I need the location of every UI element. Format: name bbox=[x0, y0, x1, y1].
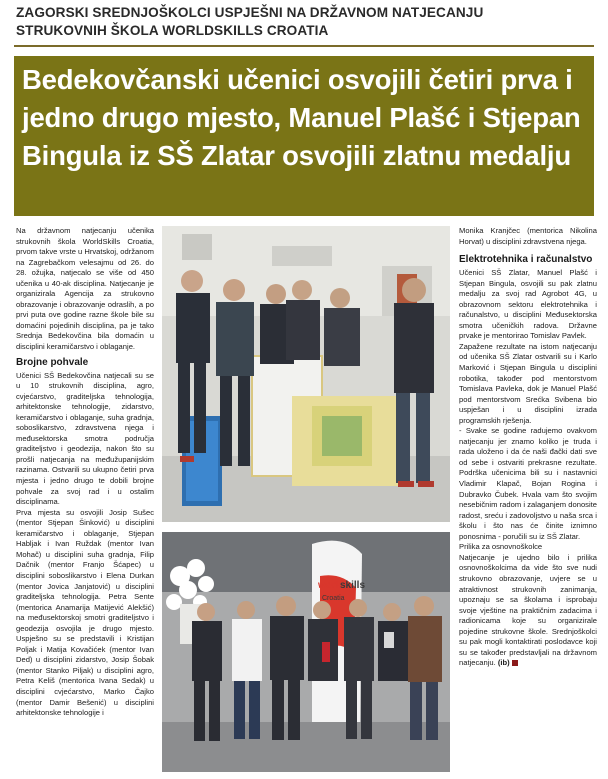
signature: (ib) bbox=[497, 658, 510, 668]
right-paragraph-2: Zapažene rezultate na istom natjecanju od učenika SŠ Zlatar ostvarili su i Karlo Marković i Stjepan Bingula u disciplini robotika, također pod mentorstvom Tomislava Pavleka, dok je Manuel Plašć pod mentorstvom Srećka Svibena bio uspješan i u disciplini izrada programskih rješenja. bbox=[459, 341, 597, 425]
banner-word-croatia: Croatia bbox=[322, 595, 345, 602]
right-paragraph-1: Učenici SŠ Zlatar, Manuel Plašć i Stjepan Bingula, osvojili su pak zlatnu medalju za svoj rad Agrobot 4G, u obrazovnom sektoru elektrotehnika i računalstvo, u disciplini Međusektorska smotra učeničkih radova. Državne prvake je mentorirao Tomislav Pavlek. bbox=[459, 268, 597, 341]
right-paragraph-5 bbox=[459, 553, 597, 669]
subhead-brojne-pohvale: Brojne pohvale bbox=[16, 356, 89, 368]
photo-group-worldskills bbox=[162, 532, 450, 772]
photo-1-illustration bbox=[162, 226, 450, 522]
right-paragraph-3: - Svake se godine radujemo ovakvom natjecanju jer znamo koliko je truda i rada uloženo i da će naši đački dati sve od sebe i ostvariti prekrasne rezultate. Podrška učenicima bili su i nastavnici Vladimir Klapač, Bojan Rogina i Dubravko Čubek. Hvala vam što svojim nesebičnim radom i zalaganjem donosite radost, sreću i zadovoljstvo u naša srca i školu i što nas će činite iznimno ponosnima - poručili su iz SŠ Zlatar. bbox=[459, 426, 597, 541]
kicker-headline: ZAGORSKI SREDNJOŠKOLCI USPJEŠNI NA DRŽAVNOM NATJECANJU STRUKOVNIH ŠKOLA WORLDSKILLS CROATIA bbox=[16, 5, 484, 38]
end-mark bbox=[512, 660, 518, 666]
main-headline: Bedekovčanski učenici osvojili četiri prva i jedno drugo mjesto, Manuel Plašć i Stjepan Bingula iz SŠ Zlatar osvojili zlatnu medalju bbox=[22, 64, 581, 171]
right-paragraph-4: Prilika za osnovnoškolce bbox=[459, 542, 543, 552]
left-paragraph-2: Prva mjesta su osvojili Josip Sušec (mentor Stjepan Šinković) u disciplini keramičarstvo i oblaganje, Stjepan Habljak i Ivan Ruždak (mentor Ivan Mohač) u disciplini suha gradnja, Filip Dačnik (mentor Franjo Šćapec) u disciplini soboslikarstvo i Elena Durkan (mentor Jovica Janjatović) u disciplini graditeljska tehnologija. Petra Sente (mentorica Anamarija Matijević Alekšić) na međusektorskoj smotri graditeljstvo i geodezija osvojila je drugo mjesto. Uspješno su se predstavili i Kristijan Poljak i Matija Kovačićek (mentor Ivan Ded) u disciplini zidarstvo, Josip Šobak (mentor Stanko Piljak) u disciplini agro, Petra Keliš (mentorica Ivana Sedak) u disciplini cvjećarstvo, Marko Čajko (mentor Damir Bešenić) u disciplini arhitektonske tehnologije i bbox=[16, 507, 154, 718]
right-column bbox=[459, 226, 597, 669]
kicker-divider bbox=[14, 45, 594, 47]
left-paragraph-1: Učenici SŠ Bedekovčina natjecali su se u 10 strukovnih disciplina, agro, cvjećarstvo, graditeljska tehnologija, arhitektonske tehnologije, zidarstvo, keramičarstvo i oblaganje, suha gradnja, soboslikarstvo, zdravstvena njega i međusektorska smotra područja graditeljstvo i geodezija, nakon što su prošli natjecanja na međužupanijskim razinama. Ostvarili su ukupno četiri prva mjesta i jedno drugo te dobili brojne pohvale za svoj rad i u ostalim disciplinama. bbox=[16, 370, 154, 507]
left-column bbox=[16, 226, 154, 719]
photo-2-illustration bbox=[162, 532, 450, 772]
banner-word-world: world bbox=[318, 580, 345, 591]
headline-banner bbox=[14, 56, 594, 216]
photo-competition-students bbox=[162, 226, 450, 522]
right-paragraph-5-text: Natjecanje je ujedno bilo i prilika osnovnoškolcima da vide što sve nudi strukovno obrazovanje, uvjere se u atraktivnost strukovnih zanimanja, upoznaju se sa školama i isprobaju svoje vještine na praktičnim zadacima i radionicama koje su organizirale pojedine strukovne škole. Srednjoškolci su pak mogli kontaktirati poslodavce koji su se također predstavljali na državnom natjecanju. bbox=[459, 552, 597, 668]
right-paragraph-0: Monika Kranjčec (mentorica Nikolina Horvat) u disciplini zdravstvena njega. bbox=[459, 226, 597, 246]
banner-word-skills: skills bbox=[340, 580, 366, 591]
subhead-elektrotehnika: Elektrotehnika i računalstvo bbox=[459, 254, 593, 266]
intro-paragraph: Na državnom natjecanju učenika strukovnih škola WorldSkills Croatia, prvom takve vrste u Hrvatskoj, održanom na Zagrebačkom velesajmu od 26. do 28. ožujka, natjecalo se više od 450 učenika u 40-ak disciplina. Natjecanje je organizirala Agencija za strukovno obrazovanje i obrazovanje odraslih, a po prvi puta ove godine razne škole bile su domaćini pojedinih disciplina, pa je tako Srednja Bedekovčina bila domaćin u disciplini keramičarstvo i oblaganje. bbox=[16, 226, 155, 352]
